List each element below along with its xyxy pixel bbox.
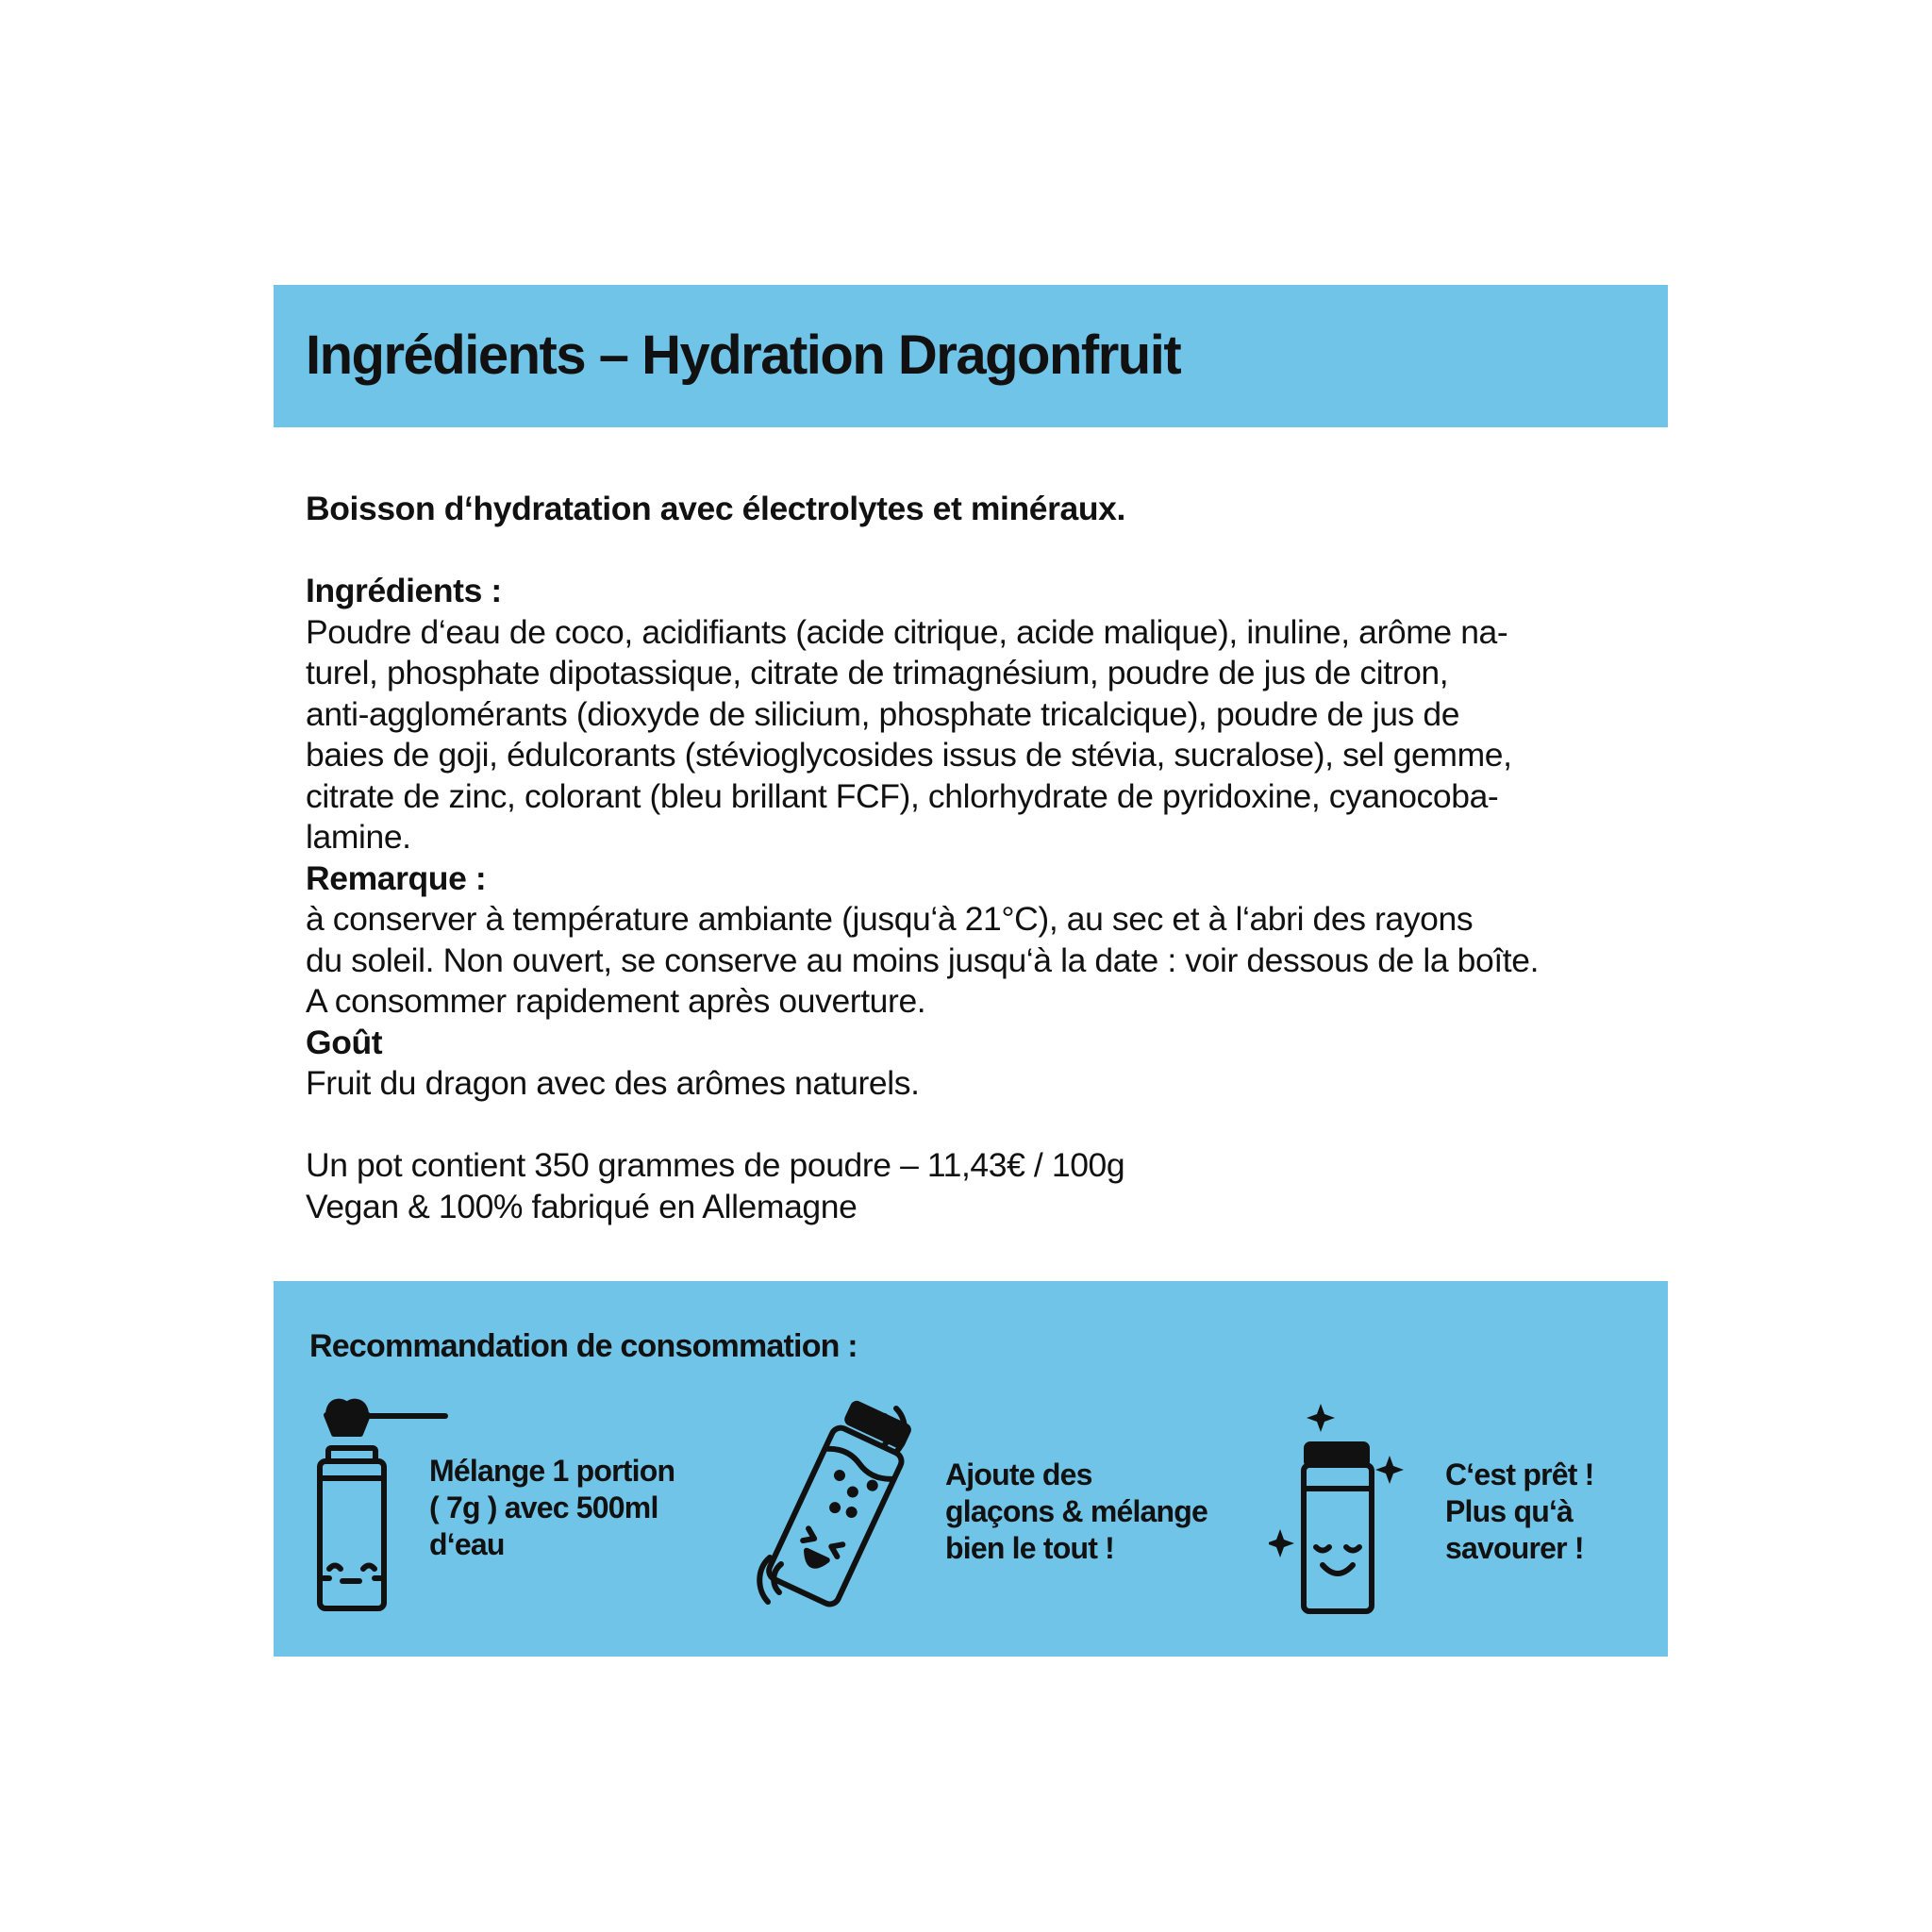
- remark-line: du soleil. Non ouvert, se conserve au moins jusqu‘à la date : voir dessous de la boîte.: [306, 941, 1540, 979]
- taste-heading: Goût: [306, 1023, 383, 1061]
- product-description: [306, 489, 1645, 1227]
- ingredients-line: anti-agglomérants (dioxyde de silicium, phosphate tricalcique), poudre de jus de: [306, 694, 1460, 733]
- sparkling-bottle-icon: [1269, 1404, 1410, 1616]
- ingredients-line: citrate de zinc, colorant (bleu brillant FCF), chlorhydrate de pyridoxine, cyanocoba-: [306, 776, 1499, 815]
- page-title: Ingrédients – Hydration Dragonfruit: [306, 325, 1181, 386]
- step-text-line: glaçons & mélange: [945, 1494, 1208, 1528]
- origin-info: Vegan & 100% fabriqué en Allemagne: [306, 1187, 858, 1225]
- header-banner: [274, 285, 1668, 427]
- taste-text: Fruit du dragon avec des arômes naturels.: [306, 1064, 920, 1102]
- ingredients-heading: Ingrédients :: [306, 572, 502, 609]
- intro-text: Boisson d‘hydratation avec électrolytes et minéraux.: [306, 490, 1125, 527]
- remark-heading: Remarque :: [306, 858, 487, 897]
- spacer: [306, 1105, 1645, 1146]
- ingredients-line: turel, phosphate dipotassique, citrate de trimagnésium, poudre de jus de citron,: [306, 654, 1449, 691]
- recommendation-panel: [274, 1281, 1668, 1657]
- remark-line: A consommer rapidement après ouverture.: [306, 982, 926, 1020]
- step-text-line: d‘eau: [429, 1527, 505, 1561]
- step-text-line: bien le tout !: [945, 1531, 1115, 1565]
- step-text-line: C‘est prêt !: [1445, 1457, 1594, 1491]
- shaking-bottle-icon: [734, 1399, 932, 1611]
- ingredients-line: lamine.: [306, 818, 411, 856]
- step-text-line: Mélange 1 portion: [429, 1454, 675, 1488]
- step-1-text: [429, 1453, 675, 1563]
- step-text-line: Plus qu‘à: [1445, 1494, 1574, 1528]
- step-text-line: ( 7g ) avec 500ml: [429, 1491, 658, 1524]
- spacer: [306, 530, 1645, 572]
- ingredients-line: baies de goji, édulcorants (stévioglycosides issus de stévia, sucralose), sel gemme,: [306, 736, 1512, 774]
- bottle-with-scoop-icon: [316, 1396, 448, 1613]
- ingredients-line: Poudre d‘eau de coco, acidifiants (acide citrique, acide malique), inuline, arôme na-: [306, 612, 1508, 651]
- remark-line: à conserver à température ambiante (jusqu‘à 21°C), au sec et à l‘abri des rayons: [306, 900, 1474, 938]
- contents-info: Un pot contient 350 grammes de poudre – 11,43€ / 100g: [306, 1146, 1125, 1184]
- step-text-line: savourer !: [1445, 1531, 1584, 1565]
- step-text-line: Ajoute des: [945, 1457, 1092, 1491]
- step-2-text: [945, 1457, 1208, 1567]
- recommendation-title: Recommandation de consommation :: [309, 1328, 858, 1364]
- step-3-text: [1445, 1457, 1594, 1567]
